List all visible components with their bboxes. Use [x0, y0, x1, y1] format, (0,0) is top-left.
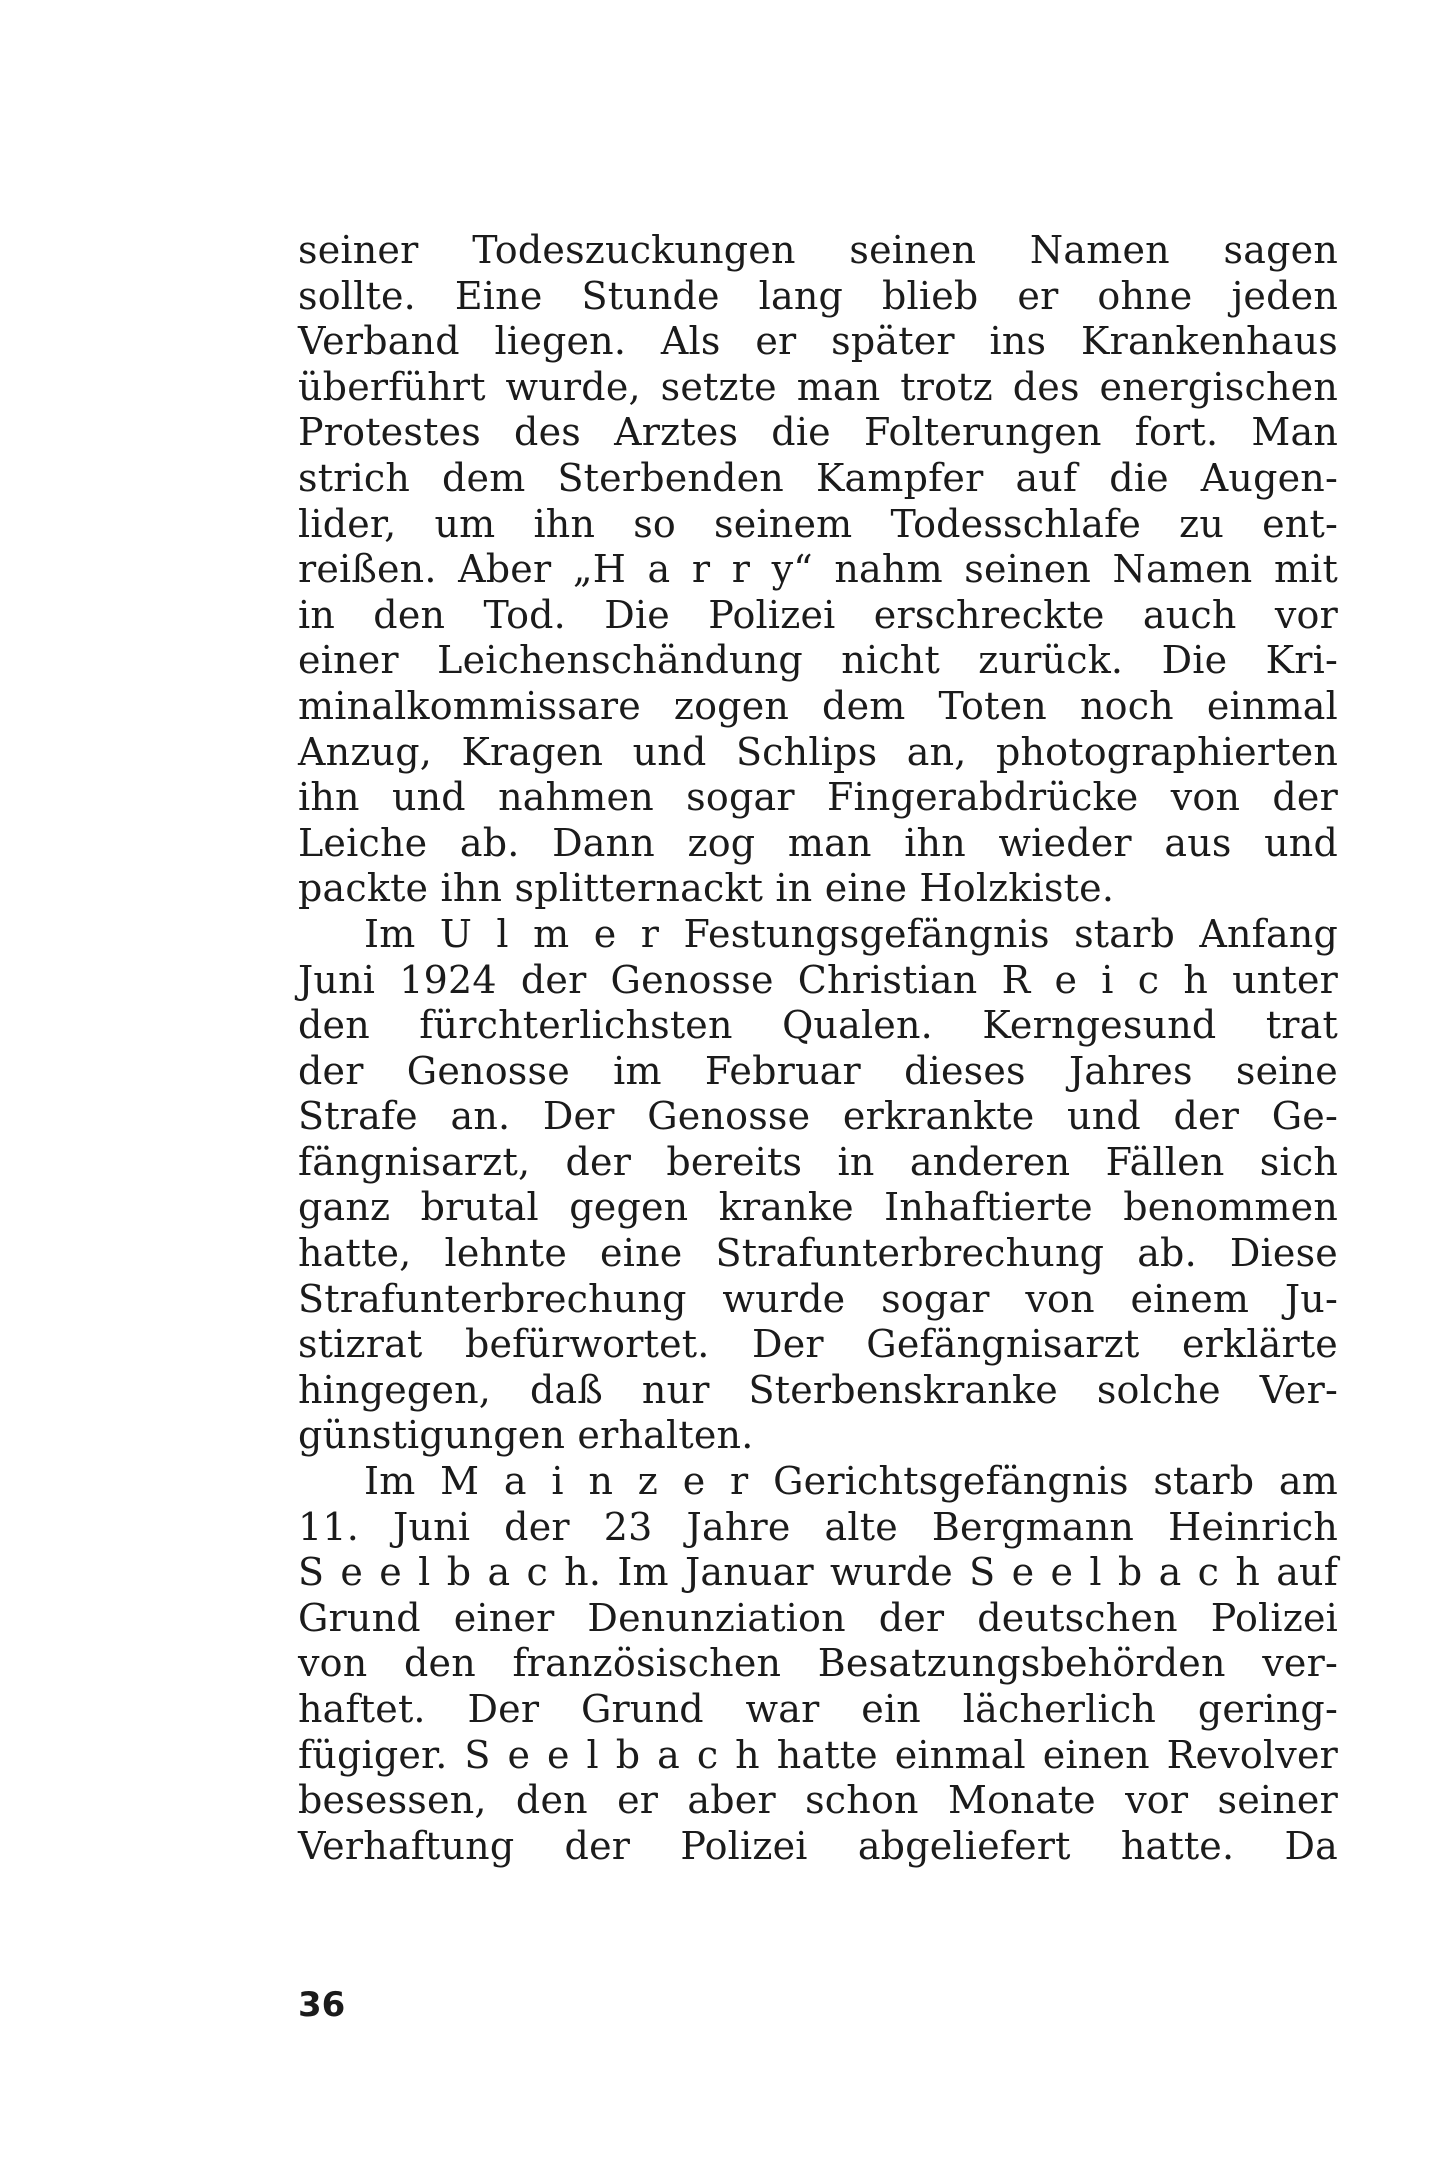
- text-line: von den französischen Besatzungsbehörden ver-: [298, 1641, 1338, 1686]
- text-line: fängnisarzt, der bereits in anderen Fällen sich: [298, 1139, 1338, 1184]
- text-line: minalkommissare zogen dem Toten noch einmal: [298, 683, 1338, 728]
- text-line: lider, um ihn so seinem Todesschlafe zu ent-: [298, 501, 1338, 546]
- text-line: ganz brutal gegen kranke Inhaftierte benommen: [298, 1185, 1338, 1230]
- text-line: haftet. Der Grund war ein lächerlich gering-: [298, 1687, 1338, 1731]
- text-line: Juni 1924 der Genosse Christian R e i c h unter: [298, 957, 1338, 1002]
- text-line: Im M a i n z e r Gerichtsgefängnis starb am: [364, 1459, 1338, 1504]
- text-line: ihn und nahmen sogar Fingerabdrücke von der: [298, 775, 1338, 820]
- text-line: Protestes des Arztes die Folterungen fort. Man: [298, 410, 1338, 455]
- text-line: Leiche ab. Dann zog man ihn wieder aus und: [298, 820, 1338, 865]
- text-line: 11. Juni der 23 Jahre alte Bergmann Heinrich: [298, 1504, 1338, 1549]
- text-line: Grund einer Denunziation der deutschen Polizei: [298, 1595, 1338, 1640]
- text-line: reißen. Aber „H a r r y“ nahm seinen Namen mit: [298, 547, 1338, 592]
- text-line: besessen, den er aber schon Monate vor seiner: [298, 1778, 1338, 1823]
- text-line: sollte. Eine Stunde lang blieb er ohne jeden: [298, 273, 1338, 318]
- text-line: einer Leichenschändung nicht zurück. Die Kri-: [298, 638, 1338, 683]
- text-line: packte ihn splitternackt in eine Holzkiste.: [298, 866, 1115, 911]
- text-line: fügiger. S e e l b a c h hatte einmal einen Revolver: [298, 1732, 1338, 1777]
- text-line: hatte, lehnte eine Strafunterbrechung ab. Diese: [298, 1231, 1338, 1276]
- text-line: Strafunterbrechung wurde sogar von einem Ju-: [298, 1276, 1338, 1321]
- text-line: seiner Todeszuckungen seinen Namen sagen: [298, 228, 1338, 272]
- text-line: Strafe an. Der Genosse erkrankte und der Ge-: [298, 1094, 1338, 1139]
- text-line: hingegen, daß nur Sterbenskranke solche Ver-: [298, 1367, 1338, 1412]
- page-number: 36: [298, 1985, 346, 2025]
- text-line: Verband liegen. Als er später ins Krankenhaus: [298, 319, 1338, 364]
- text-line: Im U l m e r Festungsgefängnis starb Anfang: [364, 911, 1338, 956]
- text-line: der Genosse im Februar dieses Jahres seine: [298, 1048, 1338, 1093]
- text-line: in den Tod. Die Polizei erschreckte auch vor: [298, 592, 1338, 637]
- text-line: Anzug, Kragen und Schlips an, photographierten: [298, 729, 1338, 774]
- body-text: [298, 228, 1338, 1869]
- text-line: überführt wurde, setzte man trotz des energischen: [298, 364, 1338, 409]
- text-line: den fürchterlichsten Qualen. Kerngesund trat: [298, 1003, 1338, 1048]
- text-line: günstigungen erhalten.: [298, 1413, 754, 1458]
- text-line: stizrat befürwortet. Der Gefängnisarzt erklärte: [298, 1322, 1338, 1367]
- text-line: strich dem Sterbenden Kampfer auf die Augen-: [298, 455, 1338, 500]
- text-line: Verhaftung der Polizei abgeliefert hatte. Da: [298, 1823, 1338, 1868]
- text-line: S e e l b a c h. Im Januar wurde S e e l b a c h auf: [298, 1550, 1338, 1595]
